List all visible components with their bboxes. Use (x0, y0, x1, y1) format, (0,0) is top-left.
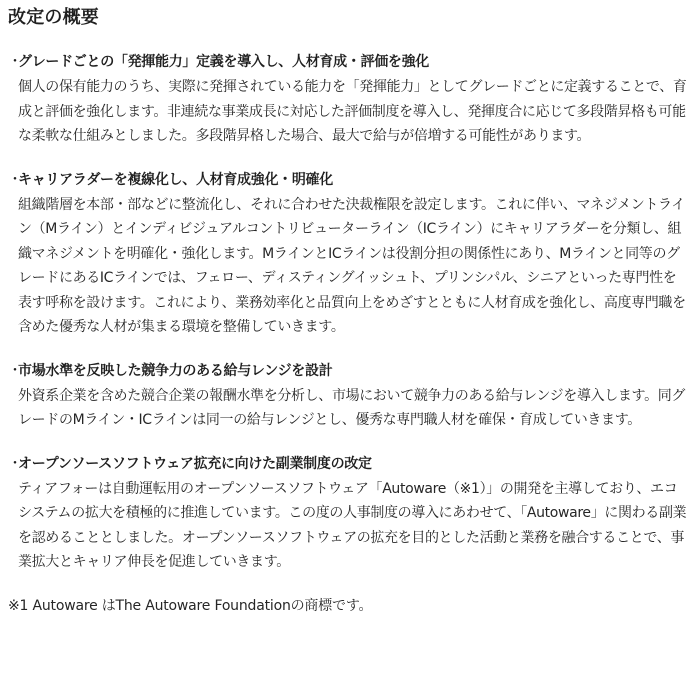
section-heading-text: 市場水準を反映した競争力のある給与レンジを設計 (18, 362, 333, 379)
bullet-marker: ・ (8, 54, 22, 70)
page-title: 改定の概要 (8, 7, 99, 28)
section-heading-text: キャリアラダーを複線化し、人材育成強化・明確化 (18, 171, 333, 188)
section-body: 組織階層を本部・部などに整流化し、それに合わせた決裁権限を設定します。これに伴い、マネジメントライン（Mライン）とインディビジュアルコントリビューターライン（ICライン）にキャリアラダーを分類し、組織マネジメントを明確化・強化します。MラインとICラインは役割分担の関係性にあり、Mラインと同等のグレードにあるICラインでは、フェロー、ディスティングイッシュト、プリンシパル、シニアといった専門性を表す呼称を設けます。これにより、業務効率化と品質向上をめざすとともに人材育成を強化し、高度専門職を含めた優秀な人材が集まる環境を整備していきます。 (18, 196, 686, 335)
section-career-ladder (8, 170, 700, 340)
section-salary-range (8, 361, 700, 433)
section-heading (8, 170, 700, 190)
section-heading-text: オープンソースソフトウェア拡充に向けた副業制度の改定 (18, 455, 372, 472)
footnote: ※1 Autoware はThe Autoware Foundationの商標です。 (8, 597, 373, 614)
section-heading-text: グレードごとの「発揮能力」定義を導入し、人材育成・評価を強化 (18, 54, 429, 70)
section-heading (8, 361, 700, 381)
bullet-marker: ・ (8, 362, 22, 379)
section-body: 個人の保有能力のうち、実際に発揮されている能力を「発揮能力」としてグレードごとに定義することで、育成と評価を強化します。非連続な事業成長に対応した評価制度を導入し、発揮度合に応じて多段階昇格も可能な柔軟な仕組みとしました。多段階昇格した場合、最大で給与が倍増する可能性があります。 (18, 79, 687, 144)
section-heading (8, 454, 700, 474)
bullet-marker: ・ (8, 171, 22, 188)
section-body: ティアフォーは自動運転用のオープンソースソフトウェア「Autoware（※1）」の開発を主導しており、エコシステムの拡大を積極的に推進しています。この度の人事制度の導入にあわせて、「Autoware」に関わる副業を認めることとしました。オープンソースソフトウェアの拡充を目的とした活動と業務を融合することで、事業拡大とキャリア伸長を促進していきます。 (18, 480, 687, 570)
section-body: 外資系企業を含めた競合企業の報酬水準を分析し、市場において競争力のある給与レンジを導入します。同グレードのMライン・ICラインは同一の給与レンジとし、優秀な専門職人材を確保・育成していきます。 (18, 387, 686, 428)
section-performance-capability (8, 52, 700, 149)
section-side-job-policy (8, 454, 700, 575)
section-heading (8, 52, 700, 72)
bullet-marker: ・ (8, 455, 22, 472)
